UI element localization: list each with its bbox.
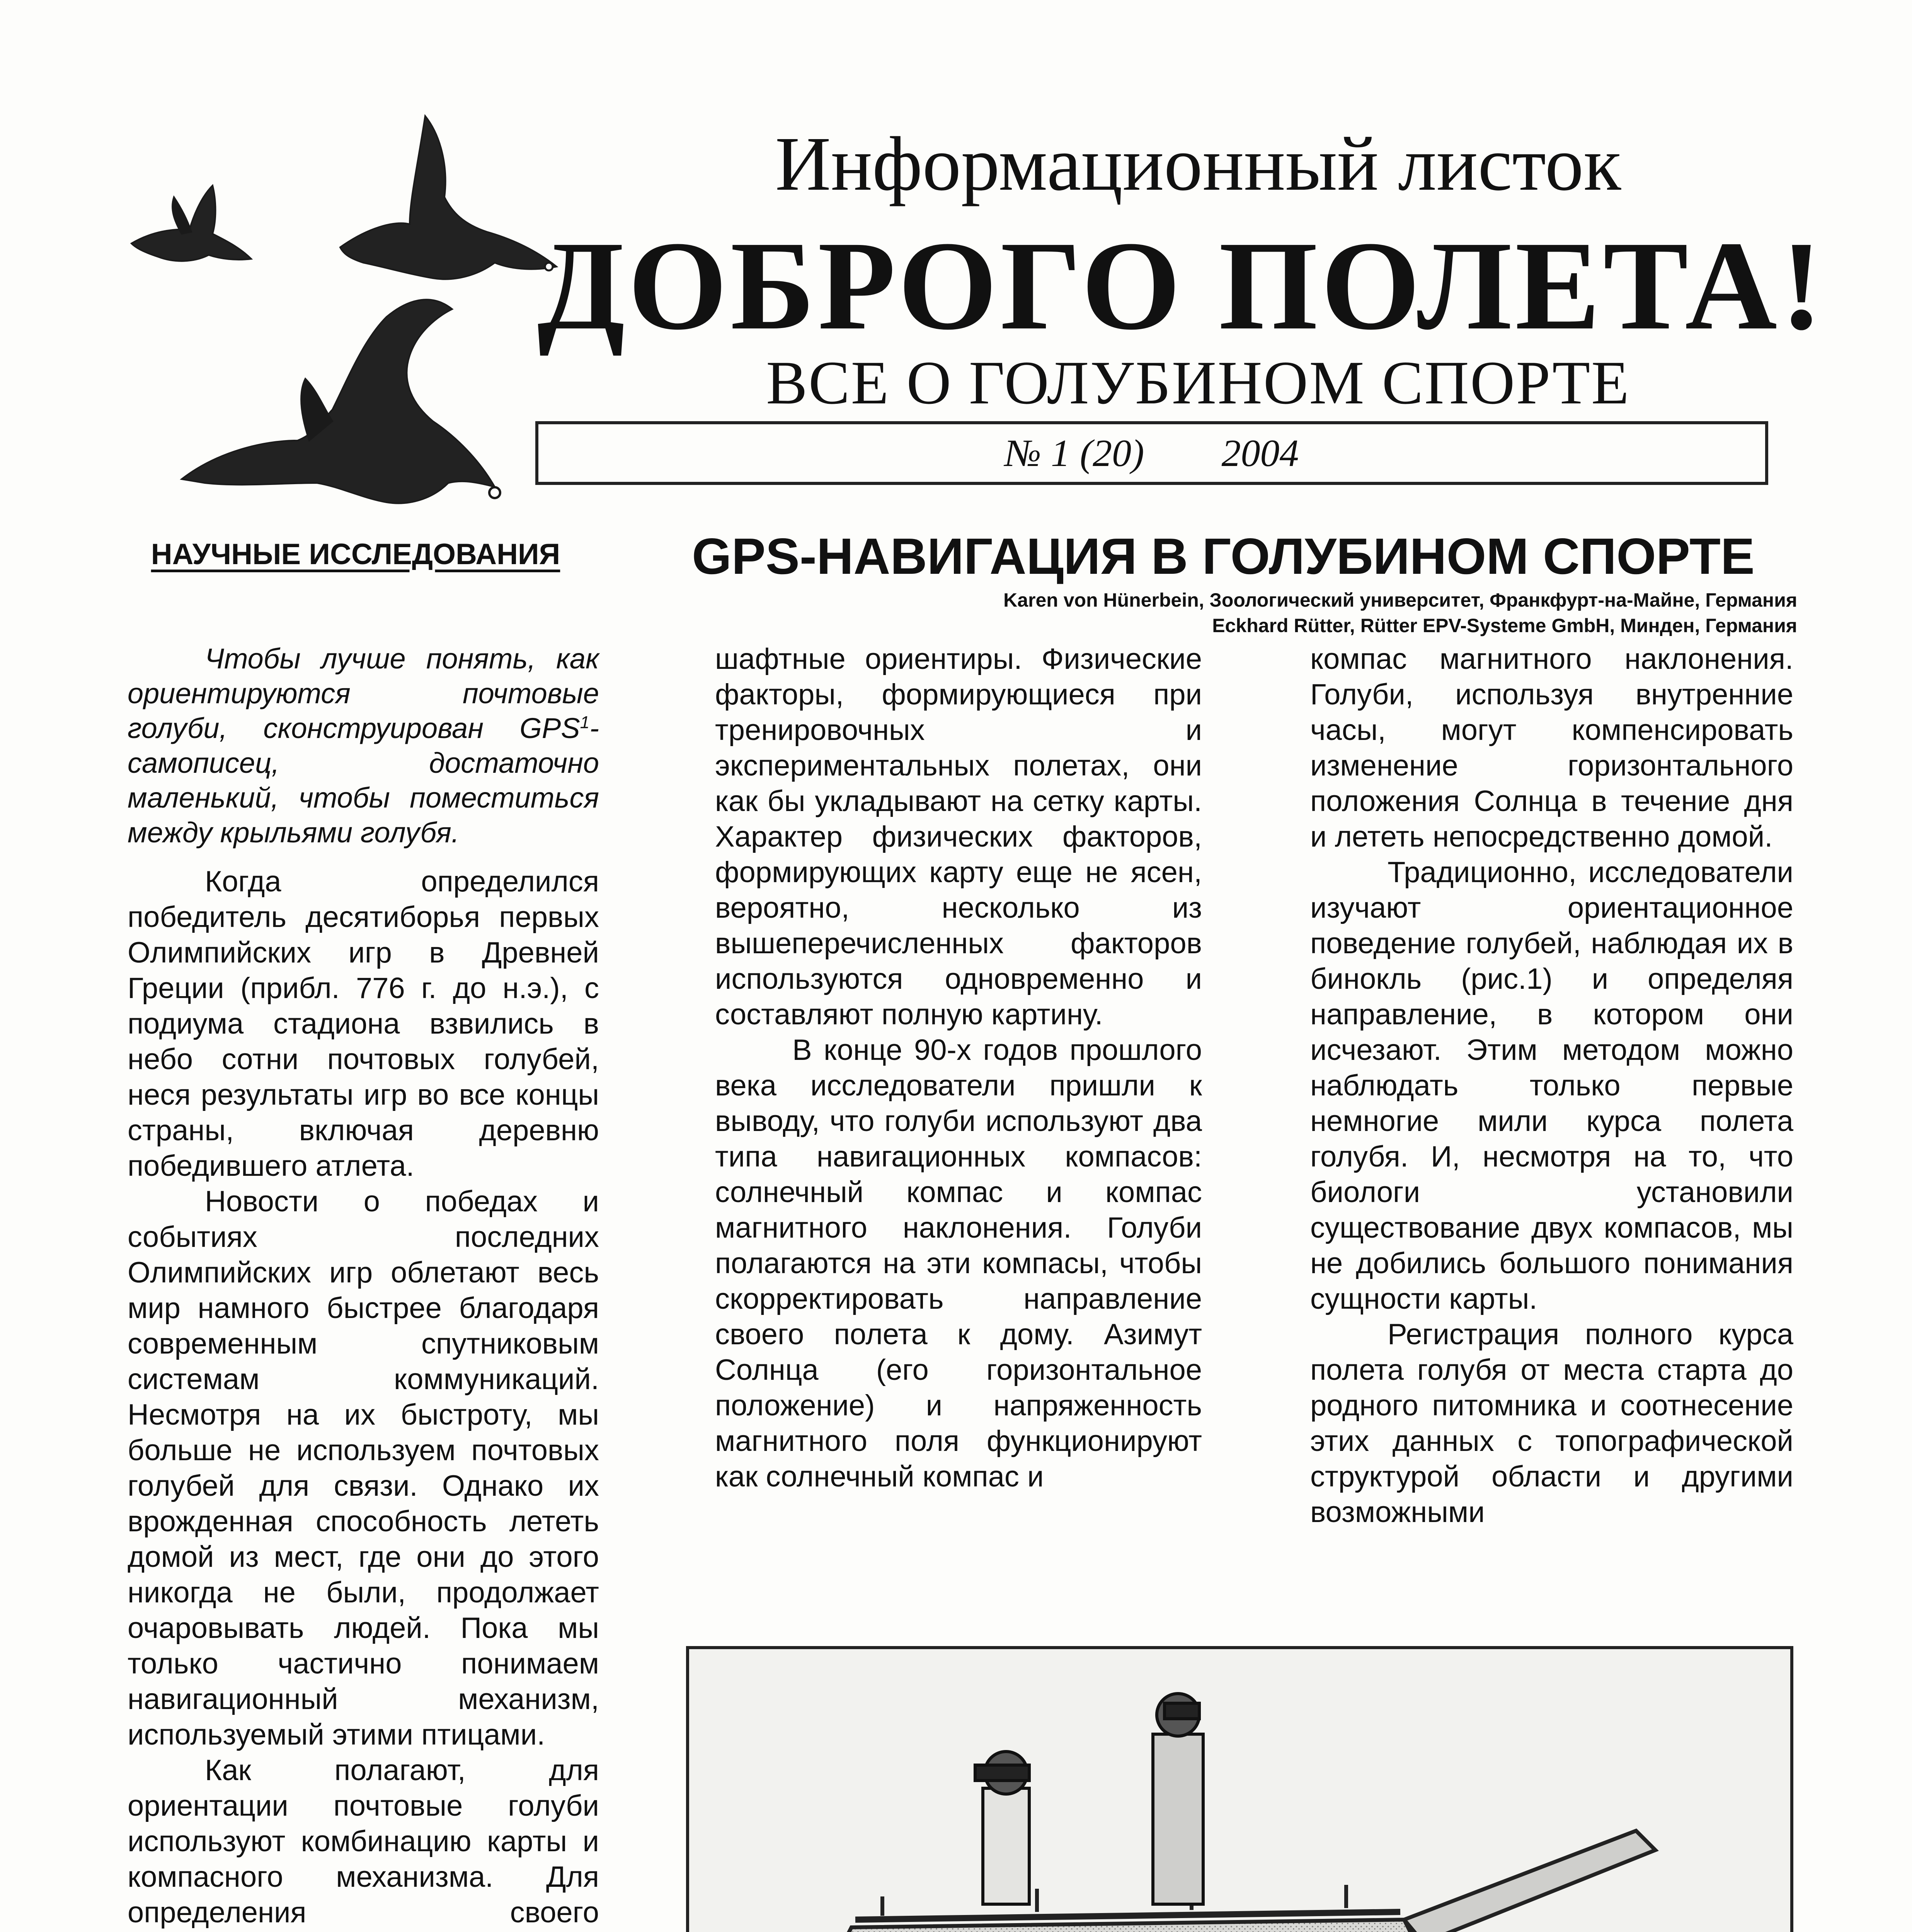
section-heading: НАУЧНЫЕ ИССЛЕДОВАНИЯ [151, 538, 560, 571]
pigeon-small-icon [131, 185, 251, 261]
issue-number: № 1 (20) [1005, 432, 1144, 474]
article-column-2 [715, 641, 1202, 1495]
article-byline [684, 587, 1797, 638]
paragraph: Регистрация полного курса полета голубя от места старта до родного питомника и соотнесение этих данных с топографической структурой области и другими возможными [1310, 1318, 1793, 1529]
masthead-tagline: ВСЕ О ГОЛУБИНОМ СПОРТЕ [766, 348, 1630, 417]
pigeon-large-icon [182, 299, 500, 503]
footnote-reference: 1 [580, 713, 590, 732]
paragraph: компас магнитного наклонения. Голуби, используя внутренние часы, могут компенсировать изменение горизонтального положения Солнца в течение дня и лететь непосредственно домой. [1310, 643, 1793, 853]
article-headline: GPS-НАВИГАЦИЯ В ГОЛУБИНОМ СПОРТЕ [692, 528, 1755, 585]
paragraph: Когда определился победитель десятиборья первых Олимпийских игр в Древней Греции (прибл. 776 г. до н.э.), с подиума стадиона взвились в небо сотни почтовых голубей, неся результаты игр во все концы страны, включая деревню победившего атлета. [128, 865, 599, 1182]
paragraph: Новости о победах и событиях последних Олимпийских игр облетают весь мир намного быстрее благодаря современным спутниковым системам коммуникаций. Несмотря на их быстроту, мы больше не используем почтовых голубей для связи. Однако их врожденная способность лететь домой из мест, где они до этого никогда не были, продолжает очаровывать людей. Пока мы только частично понимаем навигационный механизм, используемый этими птицами. [128, 1185, 599, 1751]
article-column-1 [128, 641, 599, 1932]
article-column-3 [1310, 641, 1793, 1530]
article-lede: Чтобы лучше понять, как ориентируются почтовые голуби, сконструирован GPS$^1$-самописец, достаточно маленький, чтобы поместиться между крыльями голубя. [128, 643, 599, 849]
byline-author-2: Eckhard Rütter, Rütter EPV-Systeme GmbH, Минден, Германия [1212, 615, 1797, 636]
masthead-subtitle: Информационный листок [775, 121, 1621, 207]
masthead-title: ДОБРОГО ПОЛЕТА! [537, 215, 1826, 356]
paragraph: В конце 90-х годов прошлого века исследователи пришли к выводу, что голуби используют два типа навигационных компасов: солнечный компас и компас магнитного наклонения. Голуби полагаются на эти компасы, чтобы скорректировать направление своего полета к дому. Азимут Солнца (его горизонтальное положение) и напряженность магнитного поля функционируют как солнечный компас и [715, 1034, 1202, 1493]
pigeon-illustration [116, 100, 560, 537]
paragraph: Как полагают, для ориентации почтовые голуби используют комбинацию карты и компасного механизма. Для определения своего [128, 1754, 599, 1929]
paragraph: Традиционно, исследователи изучают ориентационное поведение голубей, наблюдая их в бинокль (рис.1) и определяя направление, в котором они исчезают. Этим методом можно наблюдать только первые немногие мили курса полета голубя. И, несмотря на то, что биологи установили существование двух компасов, мы не добились большого понимания сущности карты. [1310, 856, 1793, 1315]
van-researchers-photo [689, 1649, 1791, 1932]
figure-photo [686, 1646, 1793, 1932]
byline-author-1: Karen von Hünerbein, Зоологический университет, Франкфурт-на-Майне, Германия [1003, 589, 1797, 611]
issue-year: 2004 [1221, 432, 1299, 474]
issue-box [535, 421, 1768, 485]
paragraph: шафтные ориентиры. Физические факторы, формирующиеся при тренировочных и экспериментальных полетах, они как бы укладывают на сетку карты. Характер физических факторов, формирующих карту еще не ясен, вероятно, несколько из вышеперечисленных факторов используются одновременно и составляют полную картину. [715, 643, 1202, 1031]
pigeon-medium-icon [340, 116, 557, 279]
